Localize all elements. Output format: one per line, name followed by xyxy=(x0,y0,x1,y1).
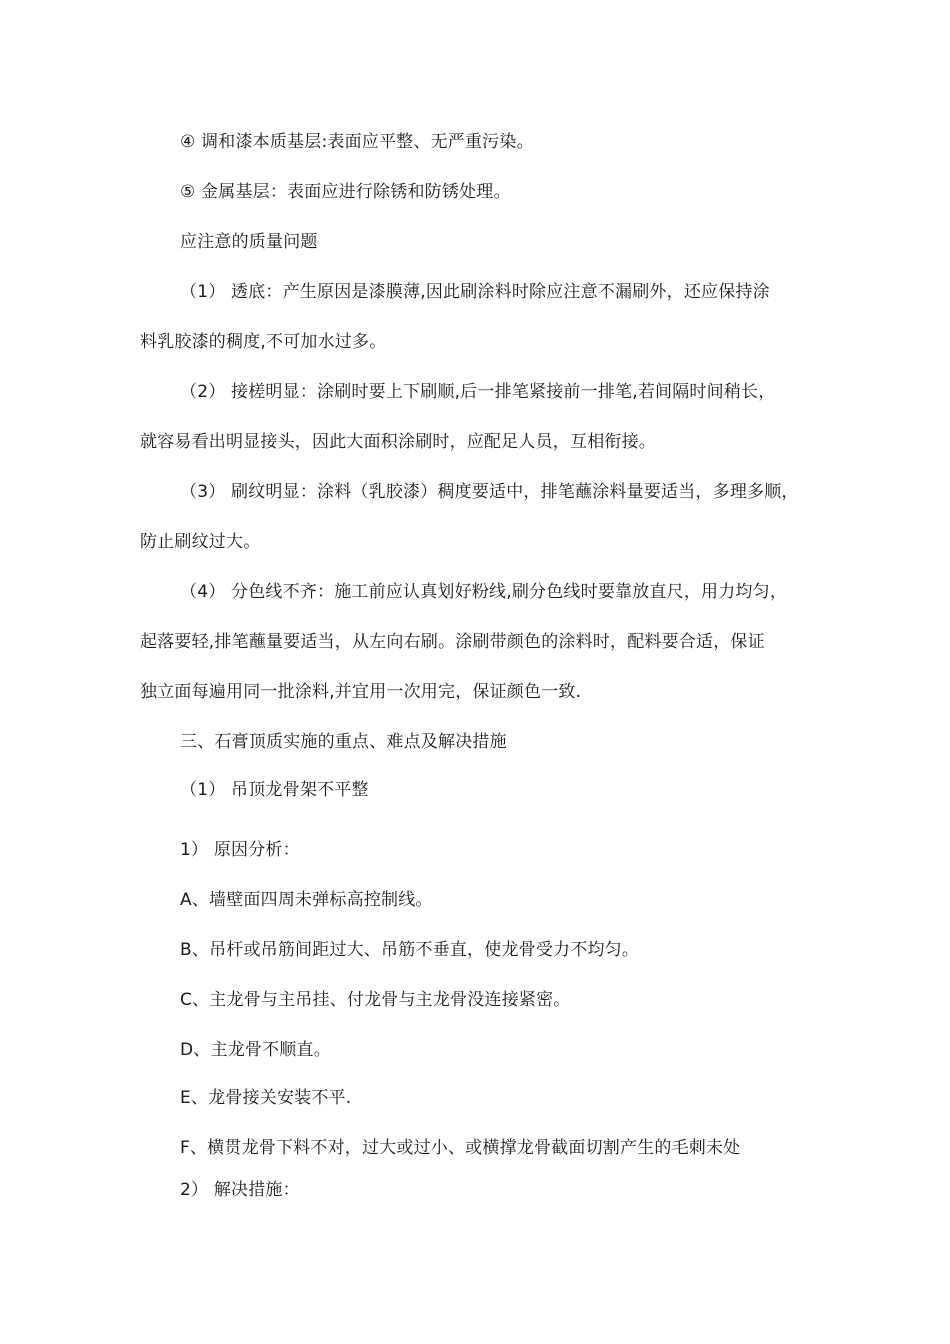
subsection-heading-keel: （1） 吊顶龙骨架不平整 xyxy=(180,780,369,800)
list-item-c: C、主龙骨与主吊挂、付龙骨与主龙骨没连接紧密。 xyxy=(180,990,571,1010)
paragraph-line-7: 就容易看出明显接头，因此大面积涂刷时，应配足人员，互相衔接。 xyxy=(140,432,656,452)
paragraph-line-4: （1） 透底：产生原因是漆膜薄,因此刷涂料时除应注意不漏刷外，还应保持涂 xyxy=(180,282,770,302)
list-item-d: D、主龙骨不顺直。 xyxy=(180,1040,331,1060)
paragraph-line-9: 防止刷纹过大。 xyxy=(140,532,261,552)
section-heading-quality: 应注意的质量问题 xyxy=(180,232,318,252)
subheading-solutions: 2） 解决措施： xyxy=(180,1180,300,1200)
list-item-b: B、吊杆或吊筋间距过大、吊筋不垂直，使龙骨受力不均匀。 xyxy=(180,940,640,960)
paragraph-line-1: ④ 调和漆本质基层:表面应平整、无严重污染。 xyxy=(180,132,534,152)
paragraph-line-8: （3） 刷纹明显：涂料（乳胶漆）稠度要适中，排笔蘸涂料量要适当，多理多顺， xyxy=(180,482,799,502)
paragraph-line-12: 独立面每遍用同一批涂料,并宜用一次用完，保证颜色一致. xyxy=(140,682,582,702)
paragraph-line-5: 料乳胶漆的稠度,不可加水过多。 xyxy=(140,332,387,352)
paragraph-line-6: （2） 接槎明显：涂刷时要上下刷顺,后一排笔紧接前一排笔,若间隔时间稍长， xyxy=(180,382,776,402)
list-item-a: A、墙壁面四周未弹标高控制线。 xyxy=(180,890,433,910)
subheading-cause-analysis: 1） 原因分析： xyxy=(180,840,300,860)
paragraph-line-2: ⑤ 金属基层：表面应进行除锈和防锈处理。 xyxy=(180,182,511,202)
paragraph-line-10: （4） 分色线不齐：施工前应认真划好粉线,刷分色线时要靠放直尺，用力均匀， xyxy=(180,582,788,602)
list-item-f: F、横贯龙骨下料不对，过大或过小、或横撑龙骨截面切割产生的毛刺未处 xyxy=(180,1138,741,1158)
list-item-e: E、龙骨接关安装不平. xyxy=(180,1088,352,1108)
paragraph-line-11: 起落要轻,排笔蘸量要适当，从左向右刷。涂刷带颜色的涂料时，配料要合适，保证 xyxy=(140,632,765,652)
section-heading-gypsum: 三、石膏顶质实施的重点、难点及解决措施 xyxy=(180,732,507,752)
